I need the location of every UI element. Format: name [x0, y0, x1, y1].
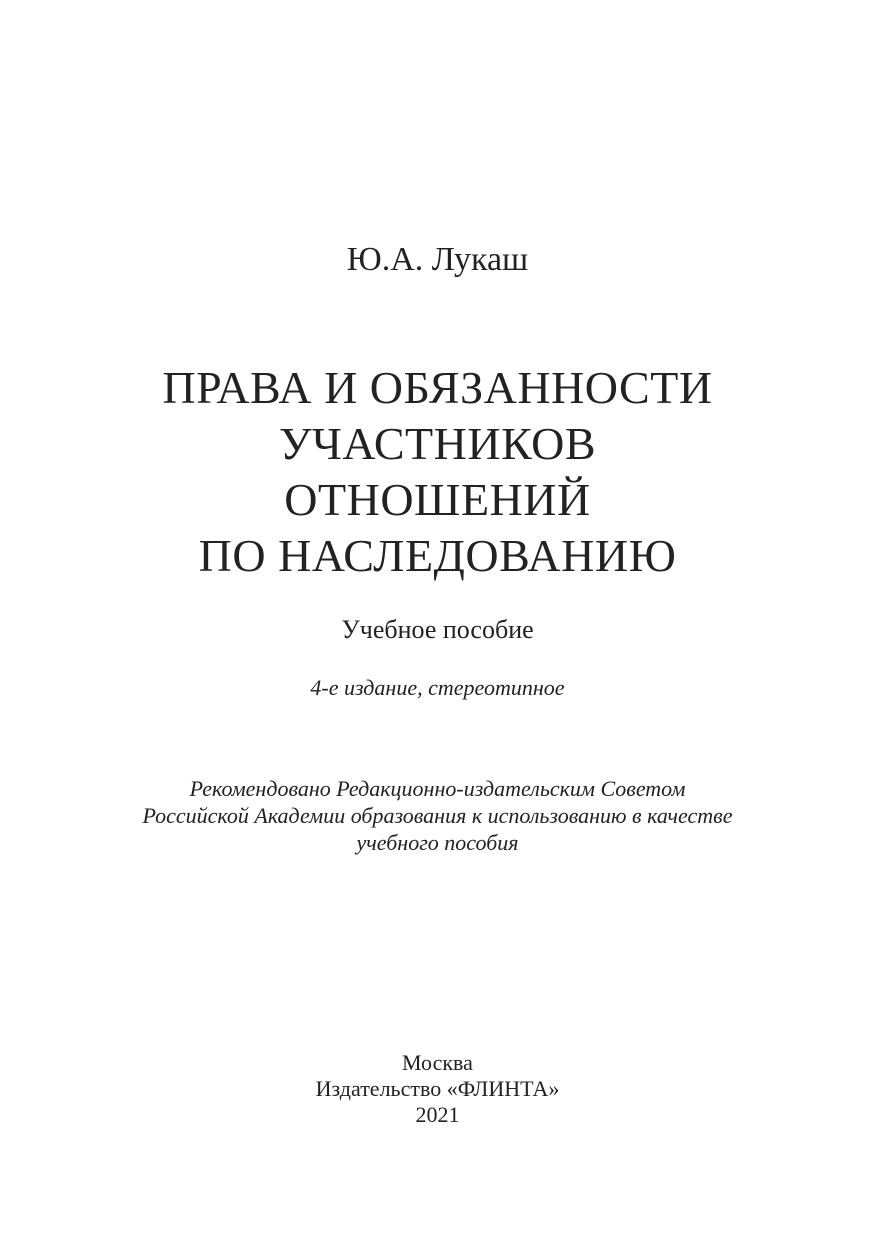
recommendation-line-1: Рекомендовано Редакционно-издательским Советом — [189, 776, 686, 801]
recommendation-line-3: учебного пособия — [356, 830, 519, 855]
book-title — [0, 360, 875, 584]
imprint-city: Москва — [402, 1050, 473, 1075]
title-line-1: ПРАВА И ОБЯЗАННОСТИ — [162, 362, 713, 413]
imprint-year: 2021 — [415, 1102, 460, 1127]
imprint — [0, 1050, 875, 1128]
imprint-publisher: Издательство «ФЛИНТА» — [315, 1076, 560, 1101]
book-subtitle: Учебное пособие — [341, 615, 534, 644]
title-line-4: ПО НАСЛЕДОВАНИЮ — [198, 530, 677, 581]
title-line-2: УЧАСТНИКОВ — [278, 418, 597, 469]
recommendation-line-2: Российской Академии образования к использованию в качестве — [142, 803, 733, 828]
recommendation-note — [0, 775, 875, 856]
edition-note: 4-е издание, стереотипное — [310, 675, 565, 700]
author-name: Ю.А. Лукаш — [346, 241, 529, 278]
title-line-3: ОТНОШЕНИЙ — [284, 474, 591, 525]
